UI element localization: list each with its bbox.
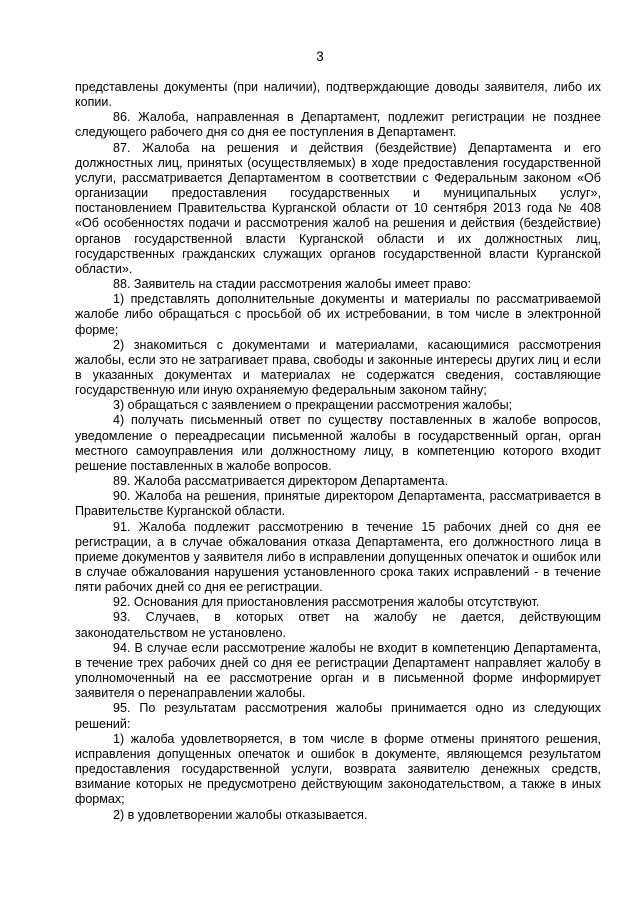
- paragraph-88-item-4: 4) получать письменный ответ по существу поставленных в жалобе вопросов, уведомление о переадресации письменной жалобы в государственный орган, орган местного самоуправления или должностному лицу, в компетенцию которого входит решение поставленных в жалобе вопросов.: [75, 413, 601, 473]
- paragraph-continuation: представлены документы (при наличии), подтверждающие доводы заявителя, либо их копии.: [75, 80, 601, 110]
- page-number: 3: [316, 49, 324, 64]
- paragraph-95-item-1: 1) жалоба удовлетворяется, в том числе в форме отмены принятого решения, исправления допущенных опечаток и ошибок в документе, являющемся результатом предоставления государственной услуги, возврата заявителю денежных средств, взимание которых не предусмотрено действующим законодательством, а также в иных формах;: [75, 731, 601, 807]
- paragraph-90: 90. Жалоба на решения, принятые директором Департамента, рассматривается в Правительстве Курганской области.: [75, 489, 601, 519]
- paragraph-88-item-1: 1) представлять дополнительные документы и материалы по рассматриваемой жалобе либо обращаться с просьбой об их истребовании, в том числе в электронной форме;: [75, 292, 601, 337]
- paragraph-87: 87. Жалоба на решения и действия (бездействие) Департамента и его должностных лиц, принятых (осуществляемых) в ходе предоставления государственной услуги, рассматривается Департаментом в соответствии с Федеральным законом «Об организации предоставления государственных и муниципальных услуг», постановлением Правительства Курганской области от 10 сентября 2013 года № 408 «Об особенностях подачи и рассмотрения жалоб на решения и действия (бездействие) органов государственной власти Курганской области и их должностных лиц, государственных гражданских служащих органов государственной власти Курганской области».: [75, 140, 601, 276]
- paragraph-95-item-2: 2) в удовлетворении жалобы отказывается.: [113, 807, 368, 822]
- paragraph-88: 88. Заявитель на стадии рассмотрения жалобы имеет право:: [113, 277, 471, 292]
- paragraph-94: 94. В случае если рассмотрение жалобы не входит в компетенцию Департамента, в течение трех рабочих дней со дня ее регистрации Департамент направляет жалобу в уполномоченный на ее рассмотрение орган и в письменной форме информирует заявителя о перенаправлении жалобы.: [75, 640, 601, 701]
- paragraph-88-item-2: 2) знакомиться с документами и материалами, касающимися рассмотрения жалобы, если это не затрагивает права, свободы и законные интересы других лиц и если в указанных документах и материалах не содержатся сведения, составляющие государственную или иную охраняемую федеральным законом тайну;: [75, 337, 601, 398]
- paragraph-88-item-3: 3) обращаться с заявлением о прекращении рассмотрения жалобы;: [113, 398, 513, 413]
- paragraph-86: 86. Жалоба, направленная в Департамент, подлежит регистрации не позднее следующего рабочего дня со дня ее поступления в Департамент.: [75, 110, 601, 140]
- paragraph-89: 89. Жалоба рассматривается директором Департамента.: [113, 474, 448, 489]
- paragraph-91: 91. Жалоба подлежит рассмотрению в течение 15 рабочих дней со дня ее регистрации, а в случае обжалования отказа Департамента, его должностного лица в приеме документов у заявителя либо в исправлении допущенных опечаток и ошибок или в случае обжалования нарушения установленного срока таких исправлений - в течение пяти рабочих дней со дня ее регистрации.: [75, 519, 601, 595]
- paragraph-92: 92. Основания для приостановления рассмотрения жалобы отсутствуют.: [113, 595, 540, 610]
- document-body: [75, 80, 601, 823]
- paragraph-95: 95. По результатам рассмотрения жалобы принимается одно из следующих решений:: [75, 701, 601, 731]
- paragraph-93: 93. Случаев, в которых ответ на жалобу не дается, действующим законодательством не установлено.: [75, 610, 601, 640]
